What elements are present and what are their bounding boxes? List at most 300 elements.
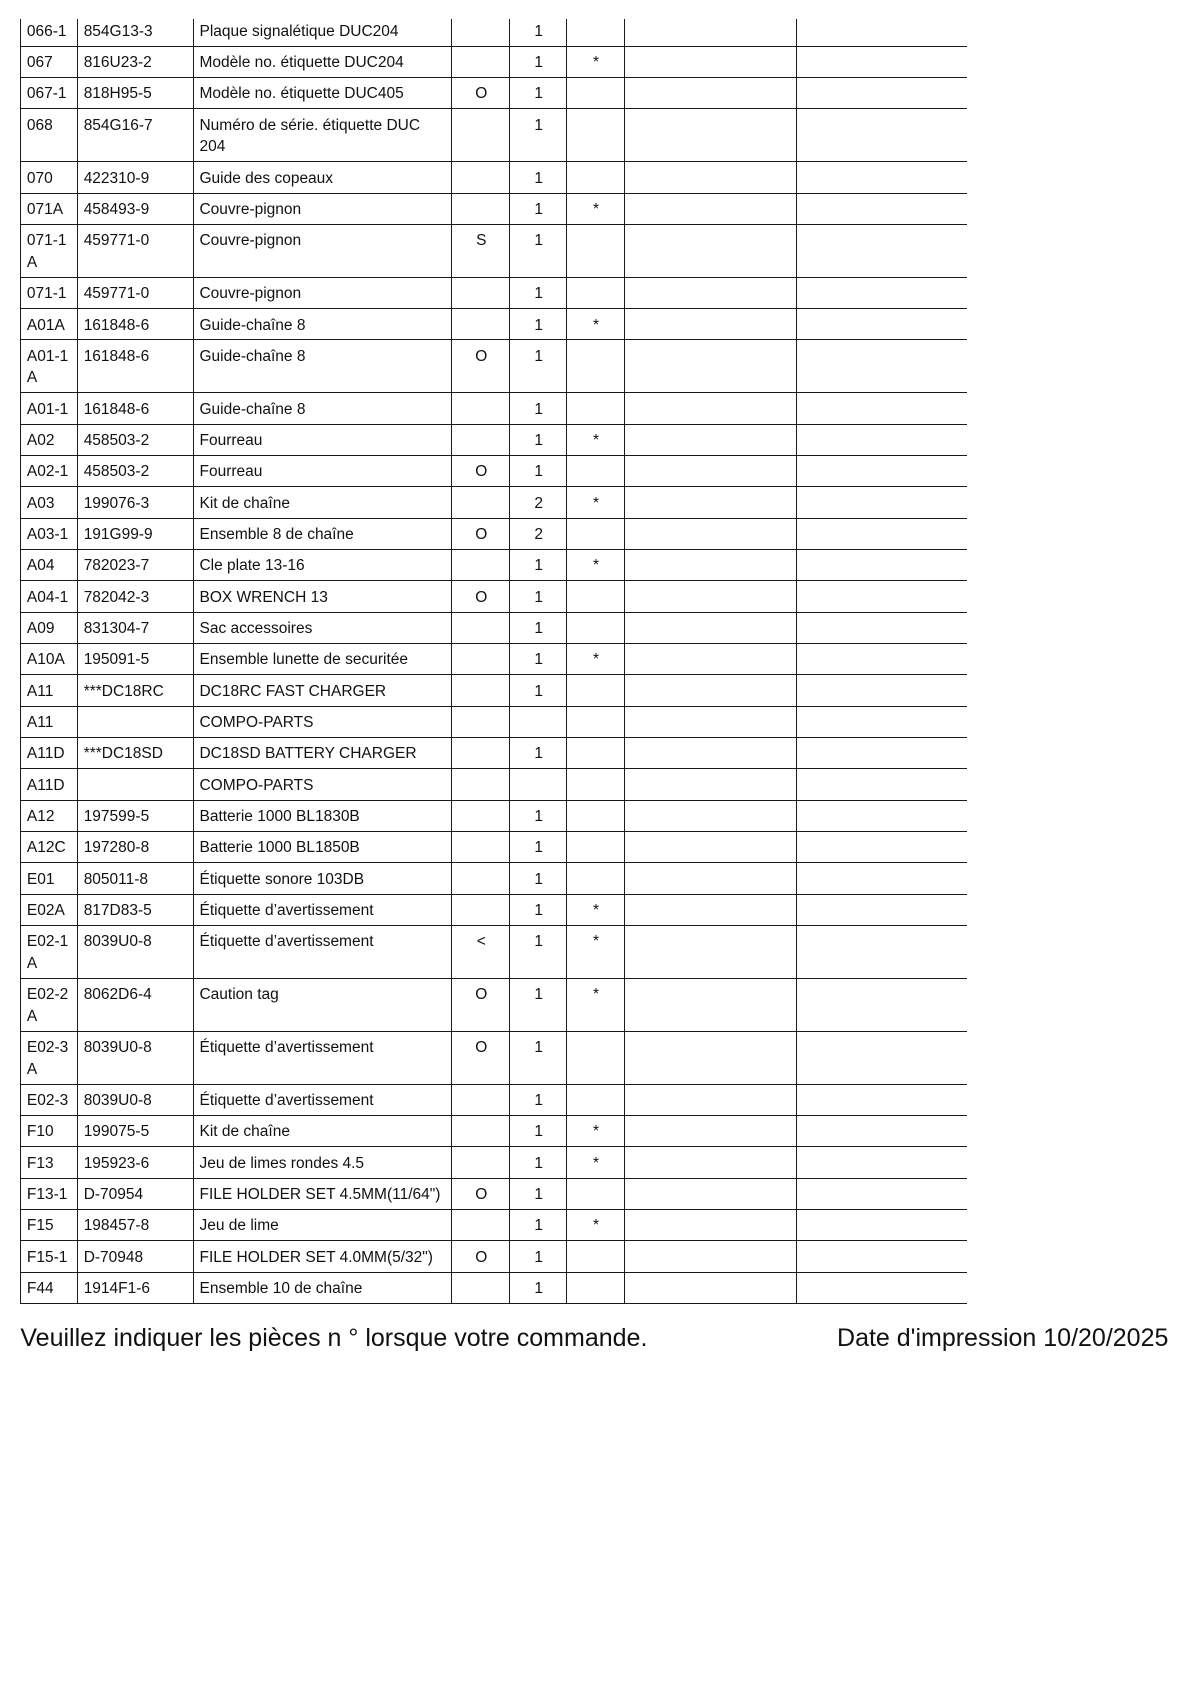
- description-cell: Modèle no. étiquette DUC204: [193, 46, 451, 77]
- table-row: [21, 19, 968, 46]
- blank-cell: [624, 162, 797, 193]
- description-cell: Cle plate 13-16: [193, 549, 451, 580]
- order-note: Veuillez indiquer les pièces n ° lorsque votre commande.: [20, 1324, 648, 1352]
- option-cell: O: [452, 518, 510, 549]
- part-number-cell: 197599-5: [78, 800, 194, 831]
- blank-cell: [624, 77, 797, 108]
- description-cell: FILE HOLDER SET 4.5MM(11/64"): [193, 1178, 451, 1209]
- quantity-cell: 1: [510, 1272, 567, 1303]
- blank-cell: [797, 1178, 967, 1209]
- table-row: [21, 1241, 968, 1272]
- description-cell: Étiquette d’avertissement: [193, 1031, 451, 1084]
- blank-cell: [797, 46, 967, 77]
- table-row: [21, 224, 968, 277]
- item-number-cell: F13: [21, 1147, 78, 1178]
- item-number-cell: A11D: [21, 737, 78, 768]
- item-number-cell: A09: [21, 612, 78, 643]
- part-number-cell: 459771-0: [78, 224, 194, 277]
- blank-cell: [624, 46, 797, 77]
- mark-cell: [566, 1031, 624, 1084]
- blank-cell: [624, 393, 797, 424]
- blank-cell: [624, 1178, 797, 1209]
- blank-cell: [797, 487, 967, 518]
- quantity-cell: 1: [510, 1147, 567, 1178]
- mark-cell: *: [566, 309, 624, 340]
- blank-cell: [624, 643, 797, 674]
- quantity-cell: 1: [510, 675, 567, 706]
- mark-cell: *: [566, 549, 624, 580]
- blank-cell: [797, 706, 967, 737]
- blank-cell: [624, 19, 797, 46]
- quantity-cell: 2: [510, 518, 567, 549]
- mark-cell: [566, 455, 624, 486]
- option-cell: [452, 309, 510, 340]
- description-cell: Guide-chaîne 8: [193, 340, 451, 393]
- table-row: [21, 675, 968, 706]
- page-footer: [20, 1323, 1168, 1353]
- table-row: [21, 1031, 968, 1084]
- option-cell: [452, 863, 510, 894]
- table-row: [21, 455, 968, 486]
- table-row: [21, 737, 968, 768]
- part-number-cell: 782023-7: [78, 549, 194, 580]
- item-number-cell: F15-1: [21, 1241, 78, 1272]
- description-cell: COMPO-PARTS: [193, 769, 451, 800]
- description-cell: Kit de chaîne: [193, 1116, 451, 1147]
- quantity-cell: 1: [510, 978, 567, 1031]
- part-number-cell: 805011-8: [78, 863, 194, 894]
- item-number-cell: E01: [21, 863, 78, 894]
- item-number-cell: A01-1A: [21, 340, 78, 393]
- description-cell: Batterie 1000 BL1830B: [193, 800, 451, 831]
- table-row: [21, 77, 968, 108]
- mark-cell: [566, 224, 624, 277]
- blank-cell: [624, 831, 797, 862]
- option-cell: [452, 706, 510, 737]
- blank-cell: [624, 193, 797, 224]
- option-cell: <: [452, 925, 510, 978]
- item-number-cell: A12: [21, 800, 78, 831]
- blank-cell: [624, 675, 797, 706]
- mark-cell: [566, 162, 624, 193]
- parts-table: [20, 19, 967, 1304]
- mark-cell: [566, 393, 624, 424]
- description-cell: Ensemble lunette de securitée: [193, 643, 451, 674]
- part-number-cell: 161848-6: [78, 393, 194, 424]
- item-number-cell: A12C: [21, 831, 78, 862]
- blank-cell: [797, 831, 967, 862]
- quantity-cell: 1: [510, 643, 567, 674]
- item-number-cell: F15: [21, 1209, 78, 1240]
- part-number-cell: 818H95-5: [78, 77, 194, 108]
- blank-cell: [797, 309, 967, 340]
- quantity-cell: 1: [510, 162, 567, 193]
- quantity-cell: 1: [510, 737, 567, 768]
- description-cell: Étiquette sonore 103DB: [193, 863, 451, 894]
- part-number-cell: 458493-9: [78, 193, 194, 224]
- table-row: [21, 581, 968, 612]
- quantity-cell: 1: [510, 193, 567, 224]
- description-cell: Jeu de limes rondes 4.5: [193, 1147, 451, 1178]
- description-cell: Jeu de lime: [193, 1209, 451, 1240]
- table-row: [21, 894, 968, 925]
- mark-cell: [566, 800, 624, 831]
- part-number-cell: ***DC18SD: [78, 737, 194, 768]
- blank-cell: [624, 1147, 797, 1178]
- mark-cell: *: [566, 46, 624, 77]
- part-number-cell: 782042-3: [78, 581, 194, 612]
- description-cell: Plaque signalétique DUC204: [193, 19, 451, 46]
- mark-cell: [566, 1241, 624, 1272]
- blank-cell: [797, 455, 967, 486]
- part-number-cell: 191G99-9: [78, 518, 194, 549]
- description-cell: Kit de chaîne: [193, 487, 451, 518]
- quantity-cell: 1: [510, 46, 567, 77]
- description-cell: DC18SD BATTERY CHARGER: [193, 737, 451, 768]
- quantity-cell: 1: [510, 1241, 567, 1272]
- option-cell: [452, 1209, 510, 1240]
- quantity-cell: 1: [510, 549, 567, 580]
- option-cell: [452, 612, 510, 643]
- part-number-cell: 422310-9: [78, 162, 194, 193]
- blank-cell: [797, 800, 967, 831]
- quantity-cell: 1: [510, 455, 567, 486]
- item-number-cell: A01A: [21, 309, 78, 340]
- table-row: [21, 46, 968, 77]
- blank-cell: [624, 769, 797, 800]
- part-number-cell: 195091-5: [78, 643, 194, 674]
- quantity-cell: 1: [510, 309, 567, 340]
- table-row: [21, 769, 968, 800]
- item-number-cell: A02-1: [21, 455, 78, 486]
- table-row: [21, 1084, 968, 1115]
- item-number-cell: A01-1: [21, 393, 78, 424]
- description-cell: Fourreau: [193, 455, 451, 486]
- table-row: [21, 277, 968, 308]
- table-row: [21, 193, 968, 224]
- blank-cell: [797, 19, 967, 46]
- blank-cell: [797, 581, 967, 612]
- part-number-cell: 8039U0-8: [78, 925, 194, 978]
- quantity-cell: [510, 706, 567, 737]
- part-number-cell: 458503-2: [78, 424, 194, 455]
- option-cell: O: [452, 340, 510, 393]
- blank-cell: [624, 894, 797, 925]
- quantity-cell: 1: [510, 393, 567, 424]
- item-number-cell: A04-1: [21, 581, 78, 612]
- item-number-cell: A03: [21, 487, 78, 518]
- mark-cell: [566, 77, 624, 108]
- blank-cell: [624, 1241, 797, 1272]
- item-number-cell: 070: [21, 162, 78, 193]
- quantity-cell: 1: [510, 894, 567, 925]
- mark-cell: [566, 1272, 624, 1303]
- table-row: [21, 309, 968, 340]
- blank-cell: [797, 1084, 967, 1115]
- quantity-cell: 1: [510, 925, 567, 978]
- table-row: [21, 393, 968, 424]
- table-row: [21, 549, 968, 580]
- description-cell: Couvre-pignon: [193, 193, 451, 224]
- option-cell: O: [452, 1031, 510, 1084]
- quantity-cell: 1: [510, 800, 567, 831]
- table-row: [21, 925, 968, 978]
- quantity-cell: [510, 769, 567, 800]
- part-number-cell: 458503-2: [78, 455, 194, 486]
- blank-cell: [624, 1084, 797, 1115]
- blank-cell: [797, 549, 967, 580]
- table-row: [21, 800, 968, 831]
- part-number-cell: 195923-6: [78, 1147, 194, 1178]
- print-date: Date d'impression 10/20/2025: [837, 1324, 1169, 1352]
- option-cell: O: [452, 581, 510, 612]
- option-cell: [452, 46, 510, 77]
- option-cell: [452, 675, 510, 706]
- blank-cell: [624, 424, 797, 455]
- part-number-cell: [78, 769, 194, 800]
- part-number-cell: 459771-0: [78, 277, 194, 308]
- table-row: [21, 612, 968, 643]
- parts-table-container: [20, 19, 967, 1304]
- quantity-cell: 1: [510, 1084, 567, 1115]
- part-number-cell: 854G13-3: [78, 19, 194, 46]
- item-number-cell: 066-1: [21, 19, 78, 46]
- item-number-cell: E02A: [21, 894, 78, 925]
- option-cell: [452, 487, 510, 518]
- item-number-cell: A11: [21, 675, 78, 706]
- option-cell: [452, 393, 510, 424]
- quantity-cell: 1: [510, 1031, 567, 1084]
- mark-cell: *: [566, 1147, 624, 1178]
- part-number-cell: 199075-5: [78, 1116, 194, 1147]
- option-cell: [452, 1272, 510, 1303]
- table-row: [21, 1147, 968, 1178]
- blank-cell: [797, 77, 967, 108]
- item-number-cell: E02-3: [21, 1084, 78, 1115]
- blank-cell: [624, 455, 797, 486]
- item-number-cell: F10: [21, 1116, 78, 1147]
- option-cell: [452, 831, 510, 862]
- description-cell: Couvre-pignon: [193, 224, 451, 277]
- blank-cell: [624, 978, 797, 1031]
- option-cell: [452, 894, 510, 925]
- blank-cell: [624, 925, 797, 978]
- part-number-cell: 161848-6: [78, 309, 194, 340]
- option-cell: [452, 277, 510, 308]
- description-cell: Guide-chaîne 8: [193, 309, 451, 340]
- table-row: [21, 518, 968, 549]
- table-row: [21, 424, 968, 455]
- mark-cell: [566, 518, 624, 549]
- description-cell: Couvre-pignon: [193, 277, 451, 308]
- mark-cell: *: [566, 424, 624, 455]
- item-number-cell: E02-3A: [21, 1031, 78, 1084]
- option-cell: O: [452, 1178, 510, 1209]
- quantity-cell: 1: [510, 863, 567, 894]
- mark-cell: [566, 675, 624, 706]
- part-number-cell: 817D83-5: [78, 894, 194, 925]
- blank-cell: [797, 1272, 967, 1303]
- table-row: [21, 706, 968, 737]
- mark-cell: [566, 831, 624, 862]
- description-cell: COMPO-PARTS: [193, 706, 451, 737]
- item-number-cell: 067: [21, 46, 78, 77]
- description-cell: DC18RC FAST CHARGER: [193, 675, 451, 706]
- blank-cell: [624, 309, 797, 340]
- table-row: [21, 863, 968, 894]
- option-cell: [452, 109, 510, 162]
- option-cell: [452, 737, 510, 768]
- description-cell: Guide des copeaux: [193, 162, 451, 193]
- description-cell: Batterie 1000 BL1850B: [193, 831, 451, 862]
- description-cell: Numéro de série. étiquette DUC 204: [193, 109, 451, 162]
- mark-cell: [566, 340, 624, 393]
- description-cell: Guide-chaîne 8: [193, 393, 451, 424]
- blank-cell: [797, 424, 967, 455]
- quantity-cell: 1: [510, 277, 567, 308]
- blank-cell: [624, 1272, 797, 1303]
- option-cell: O: [452, 978, 510, 1031]
- part-number-cell: 197280-8: [78, 831, 194, 862]
- table-row: [21, 487, 968, 518]
- description-cell: Ensemble 8 de chaîne: [193, 518, 451, 549]
- part-number-cell: D-70948: [78, 1241, 194, 1272]
- description-cell: Ensemble 10 de chaîne: [193, 1272, 451, 1303]
- item-number-cell: A11: [21, 706, 78, 737]
- blank-cell: [797, 643, 967, 674]
- part-number-cell: 8062D6-4: [78, 978, 194, 1031]
- table-row: [21, 643, 968, 674]
- item-number-cell: A02: [21, 424, 78, 455]
- description-cell: Fourreau: [193, 424, 451, 455]
- blank-cell: [797, 340, 967, 393]
- part-number-cell: 8039U0-8: [78, 1084, 194, 1115]
- blank-cell: [797, 1241, 967, 1272]
- quantity-cell: 1: [510, 1178, 567, 1209]
- part-number-cell: [78, 706, 194, 737]
- description-cell: Étiquette d’avertissement: [193, 925, 451, 978]
- item-number-cell: 067-1: [21, 77, 78, 108]
- item-number-cell: 071-1: [21, 277, 78, 308]
- table-row: [21, 109, 968, 162]
- mark-cell: [566, 863, 624, 894]
- mark-cell: [566, 769, 624, 800]
- mark-cell: [566, 109, 624, 162]
- blank-cell: [797, 769, 967, 800]
- mark-cell: [566, 19, 624, 46]
- option-cell: S: [452, 224, 510, 277]
- blank-cell: [624, 737, 797, 768]
- mark-cell: [566, 1084, 624, 1115]
- mark-cell: *: [566, 1209, 624, 1240]
- part-number-cell: 816U23-2: [78, 46, 194, 77]
- blank-cell: [624, 706, 797, 737]
- mark-cell: [566, 581, 624, 612]
- option-cell: [452, 193, 510, 224]
- blank-cell: [797, 224, 967, 277]
- description-cell: Étiquette d’avertissement: [193, 1084, 451, 1115]
- blank-cell: [624, 487, 797, 518]
- option-cell: [452, 1116, 510, 1147]
- blank-cell: [624, 612, 797, 643]
- part-number-cell: D-70954: [78, 1178, 194, 1209]
- blank-cell: [624, 800, 797, 831]
- quantity-cell: 1: [510, 1209, 567, 1240]
- part-number-cell: ***DC18RC: [78, 675, 194, 706]
- item-number-cell: 071-1A: [21, 224, 78, 277]
- blank-cell: [624, 1116, 797, 1147]
- blank-cell: [797, 1031, 967, 1084]
- blank-cell: [624, 340, 797, 393]
- option-cell: [452, 19, 510, 46]
- blank-cell: [624, 1031, 797, 1084]
- quantity-cell: 1: [510, 612, 567, 643]
- blank-cell: [797, 393, 967, 424]
- part-number-cell: 854G16-7: [78, 109, 194, 162]
- description-cell: Sac accessoires: [193, 612, 451, 643]
- part-number-cell: 1914F1-6: [78, 1272, 194, 1303]
- item-number-cell: A11D: [21, 769, 78, 800]
- part-number-cell: 831304-7: [78, 612, 194, 643]
- blank-cell: [797, 612, 967, 643]
- blank-cell: [797, 978, 967, 1031]
- part-number-cell: 8039U0-8: [78, 1031, 194, 1084]
- quantity-cell: 1: [510, 1116, 567, 1147]
- blank-cell: [797, 675, 967, 706]
- table-row: [21, 1272, 968, 1303]
- quantity-cell: 1: [510, 109, 567, 162]
- mark-cell: *: [566, 894, 624, 925]
- blank-cell: [624, 277, 797, 308]
- blank-cell: [797, 518, 967, 549]
- blank-cell: [797, 109, 967, 162]
- blank-cell: [797, 894, 967, 925]
- table-row: [21, 340, 968, 393]
- mark-cell: *: [566, 487, 624, 518]
- option-cell: O: [452, 77, 510, 108]
- blank-cell: [797, 1209, 967, 1240]
- parts-table-body: [21, 19, 968, 1303]
- option-cell: [452, 1084, 510, 1115]
- description-cell: FILE HOLDER SET 4.0MM(5/32"): [193, 1241, 451, 1272]
- mark-cell: *: [566, 193, 624, 224]
- option-cell: [452, 549, 510, 580]
- blank-cell: [797, 277, 967, 308]
- blank-cell: [624, 518, 797, 549]
- option-cell: [452, 1147, 510, 1178]
- description-cell: Caution tag: [193, 978, 451, 1031]
- mark-cell: [566, 706, 624, 737]
- table-row: [21, 1116, 968, 1147]
- blank-cell: [797, 863, 967, 894]
- part-number-cell: 198457-8: [78, 1209, 194, 1240]
- option-cell: [452, 800, 510, 831]
- blank-cell: [624, 549, 797, 580]
- mark-cell: *: [566, 925, 624, 978]
- mark-cell: *: [566, 1116, 624, 1147]
- part-number-cell: 161848-6: [78, 340, 194, 393]
- quantity-cell: 1: [510, 424, 567, 455]
- description-cell: BOX WRENCH 13: [193, 581, 451, 612]
- item-number-cell: E02-2A: [21, 978, 78, 1031]
- item-number-cell: A03-1: [21, 518, 78, 549]
- blank-cell: [797, 193, 967, 224]
- mark-cell: [566, 1178, 624, 1209]
- blank-cell: [624, 1209, 797, 1240]
- blank-cell: [797, 925, 967, 978]
- quantity-cell: 1: [510, 831, 567, 862]
- item-number-cell: 068: [21, 109, 78, 162]
